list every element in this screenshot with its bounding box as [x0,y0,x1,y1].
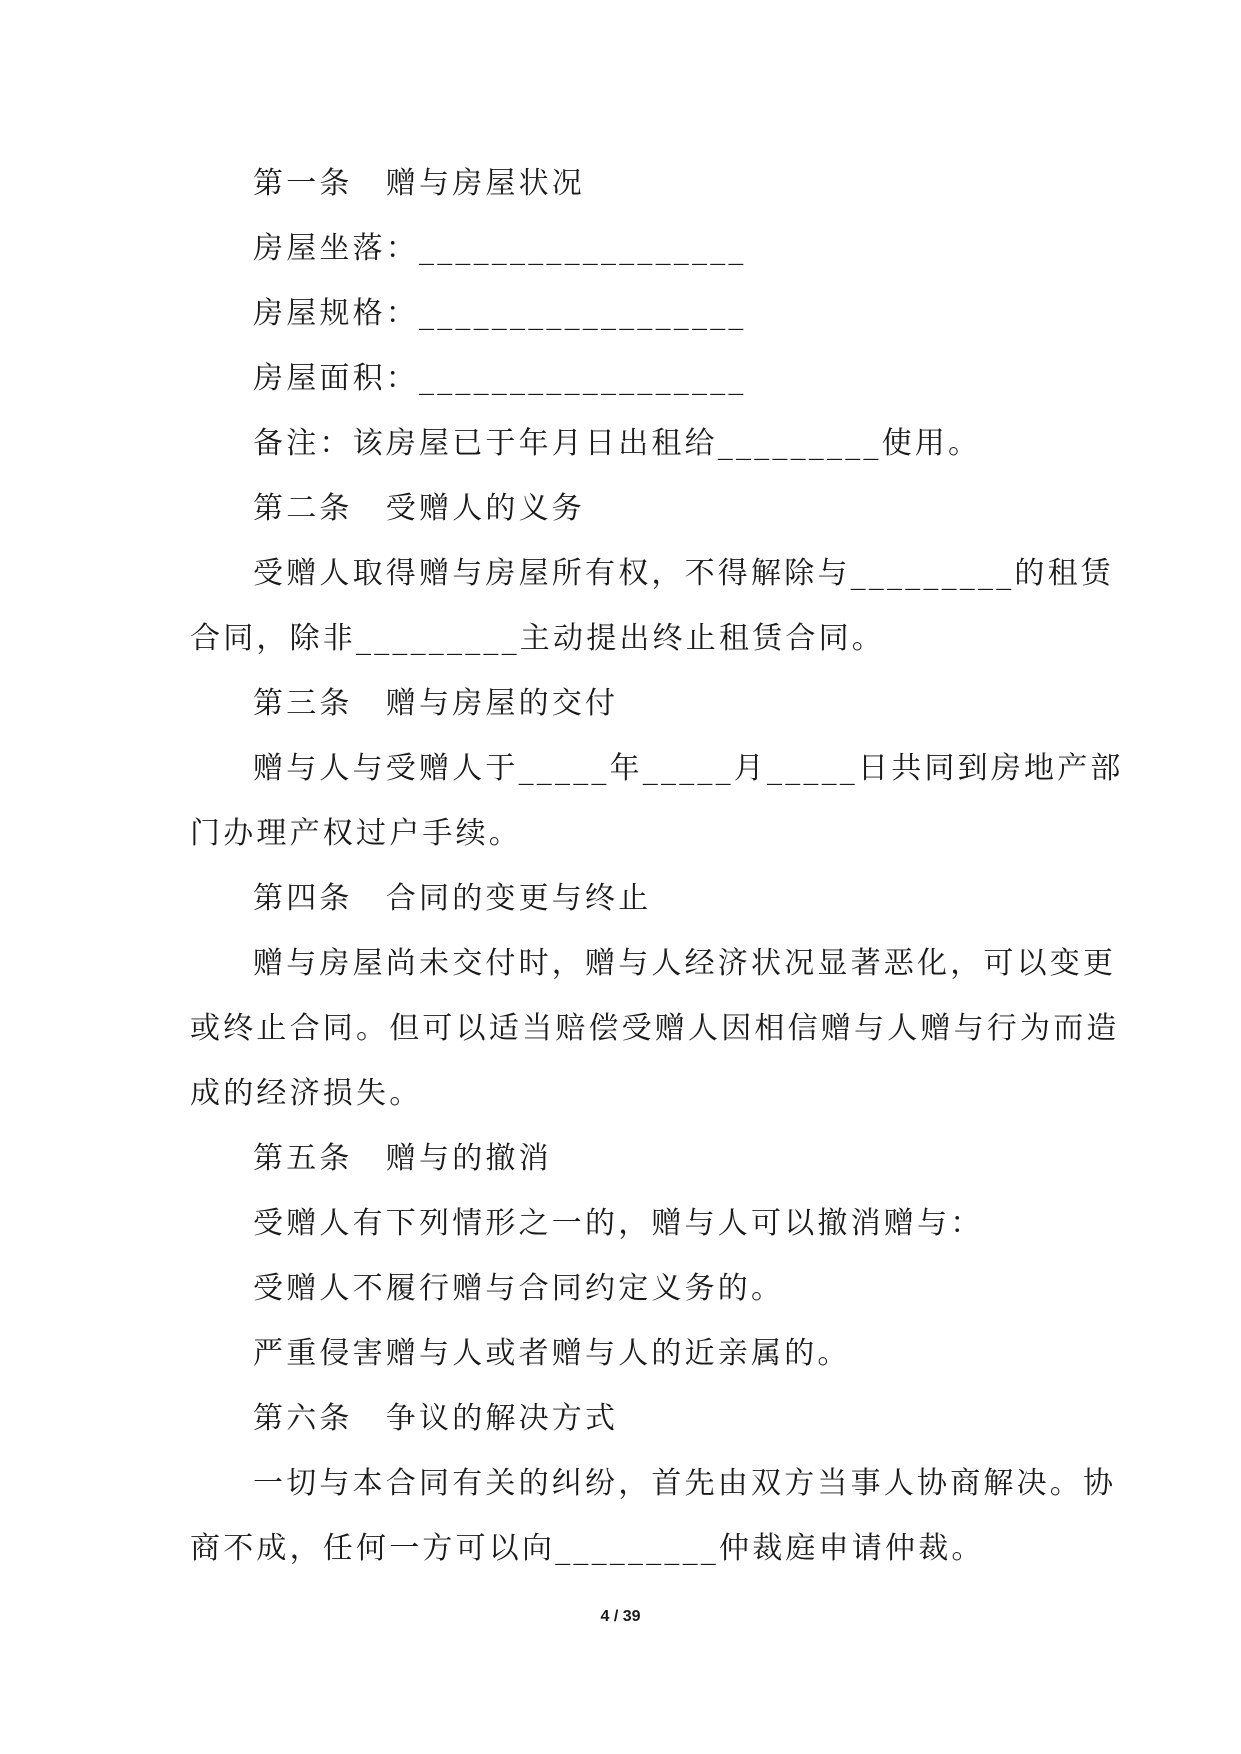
property-location-field: 房屋坐落：__________________ [253,231,747,266]
article-2-paragraph-line: 受赠人取得赠与房屋所有权，不得解除与_________的租赁 [253,556,1114,591]
property-area-field: 房屋面积：__________________ [253,361,747,396]
article-5-heading: 第五条 赠与的撤消 [253,1141,552,1176]
page-number: 4 / 39 [600,1608,641,1625]
article-4-paragraph-line: 赠与房屋尚未交付时，赠与人经济状况显著恶化，可以变更 [253,946,1117,981]
article-2-heading: 第二条 受赠人的义务 [253,491,585,526]
article-3-paragraph-line: 赠与人与受赠人于_____年_____月_____日共同到房地产部 [253,751,1124,786]
article-4-paragraph-line: 或终止合同。但可以适当赔偿受赠人因相信赠与人赠与行为而造 [190,1011,1120,1046]
article-3-paragraph-line: 门办理产权过户手续。 [190,816,522,851]
article-4-paragraph-line: 成的经济损失。 [190,1076,423,1111]
article-4-heading: 第四条 合同的变更与终止 [253,881,652,916]
property-specification-field: 房屋规格：__________________ [253,296,747,331]
article-6-paragraph-line: 一切与本合同有关的纠纷，首先由双方当事人协商解决。协 [253,1466,1117,1501]
article-5-item: 受赠人不履行赠与合同约定义务的。 [253,1271,785,1306]
article-5-paragraph-line: 受赠人有下列情形之一的，赠与人可以撤消赠与： [253,1206,984,1241]
article-6-paragraph-line: 商不成，任何一方可以向_________仲裁庭申请仲裁。 [190,1531,985,1566]
article-1-heading: 第一条 赠与房屋状况 [253,166,585,201]
article-2-paragraph-line: 合同，除非_________主动提出终止租赁合同。 [190,621,885,656]
remark-paragraph: 备注：该房屋已于年月日出租给_________使用。 [253,426,982,461]
article-3-heading: 第三条 赠与房屋的交付 [253,686,619,721]
article-6-heading: 第六条 争议的解决方式 [253,1401,619,1436]
article-5-item: 严重侵害赠与人或者赠与人的近亲属的。 [253,1336,851,1371]
